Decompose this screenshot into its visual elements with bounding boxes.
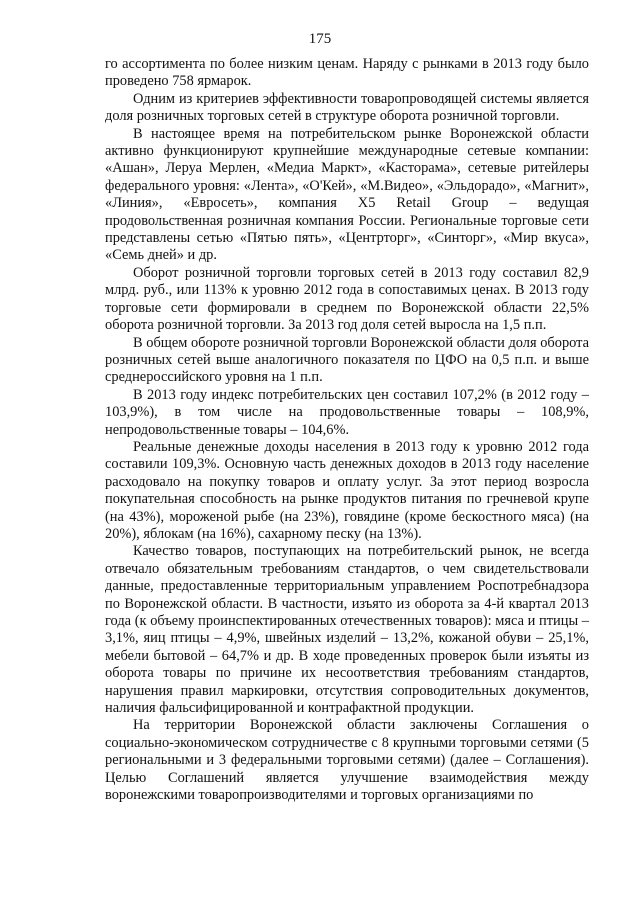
- paragraph-8: Качество товаров, поступающих на потребительский рынок, не всегда отвечало обязательным требованиям стандартов, о чем свидетельствовали данные, предоставленные территориальным управлением Роспотребнадзора по Воронежской области. В частности, изъято из оборота за 4-й квартал 2013 года (к объему проинспектированных отечественных товаров): мяса и птицы – 3,1%, яиц птицы – 4,9%, швейных изделий – 13,2%, кожаной обуви – 25,1%, мебели бытовой – 64,7% и др. В ходе проведенных проверок были изъяты из оборота товары по причине их несоответствия требованиям стандартов, нарушения правил маркировки, отсутствия сопроводительных документов, наличия фальсифицированной и контрафактной продукции.: [105, 543, 589, 717]
- paragraph-3: В настоящее время на потребительском рынке Воронежской области активно функционируют крупнейшие международные сетевые компании: «Ашан», Леруа Мерлен, «Медиа Маркт», «Касторама», сетевые ритейлеры федерального уровня: «Лента», «О'Кей», «М.Видео», «Эльдорадо», «Магнит», «Линия», «Евросеть», компания X5 Retail Group – ведущая продовольственная розничная компания России. Региональные торговые сети представлены сетью «Пятью пять», «Центрторг», «Синторг», «Мир вкуса», «Семь дней» и др.: [105, 125, 589, 264]
- paragraph-5: В общем обороте розничной торговли Воронежской области доля оборота розничных сетей выше аналогичного показателя по ЦФО на 0,5 п.п. и выше среднероссийского уровня на 1 п.п.: [105, 334, 589, 386]
- paragraph-2: Одним из критериев эффективности товаропроводящей системы является доля розничных торговых сетей в структуре оборота розничной торговли.: [105, 90, 589, 125]
- body-text: [105, 56, 589, 804]
- paragraph-9: На территории Воронежской области заключены Соглашения о социально-экономическом сотрудничестве с 8 крупными торговыми сетями (5 региональными и 3 федеральными торговыми сетями) (далее – Соглашения). Целью Соглашений является улучшение взаимодействия между воронежскими товаропроизводителями и торговых организациями по: [105, 717, 589, 804]
- paragraph-1: го ассортимента по более низким ценам. Наряду с рынками в 2013 году было проведено 758 ярмарок.: [105, 56, 589, 90]
- paragraph-7: Реальные денежные доходы населения в 2013 году к уровню 2012 года составили 109,3%. Основную часть денежных доходов в 2013 году население расходовало на покупку товаров и оплату услуг. За этот период возросла покупательная способность на рынке продуктов питания по гречневой крупе (на 43%), мороженой рыбе (на 23%), говядине (кроме бескостного мяса) (на 20%), яблокам (на 16%), сахарному песку (на 13%).: [105, 438, 589, 542]
- paragraph-6: В 2013 году индекс потребительских цен составил 107,2% (в 2012 году – 103,9%), в том числе на продовольственные товары – 108,9%, непродовольственные товары – 104,6%.: [105, 386, 589, 438]
- page-number: 175: [308, 31, 332, 47]
- paragraph-4: Оборот розничной торговли торговых сетей в 2013 году составил 82,9 млрд. руб., или 113% к уровню 2012 года в сопоставимых ценах. В 2013 году торговые сети формировали в среднем по Воронежской области 22,5% оборота розничной торговли. За 2013 год доля сетей выросла на 1,5 п.п.: [105, 264, 589, 334]
